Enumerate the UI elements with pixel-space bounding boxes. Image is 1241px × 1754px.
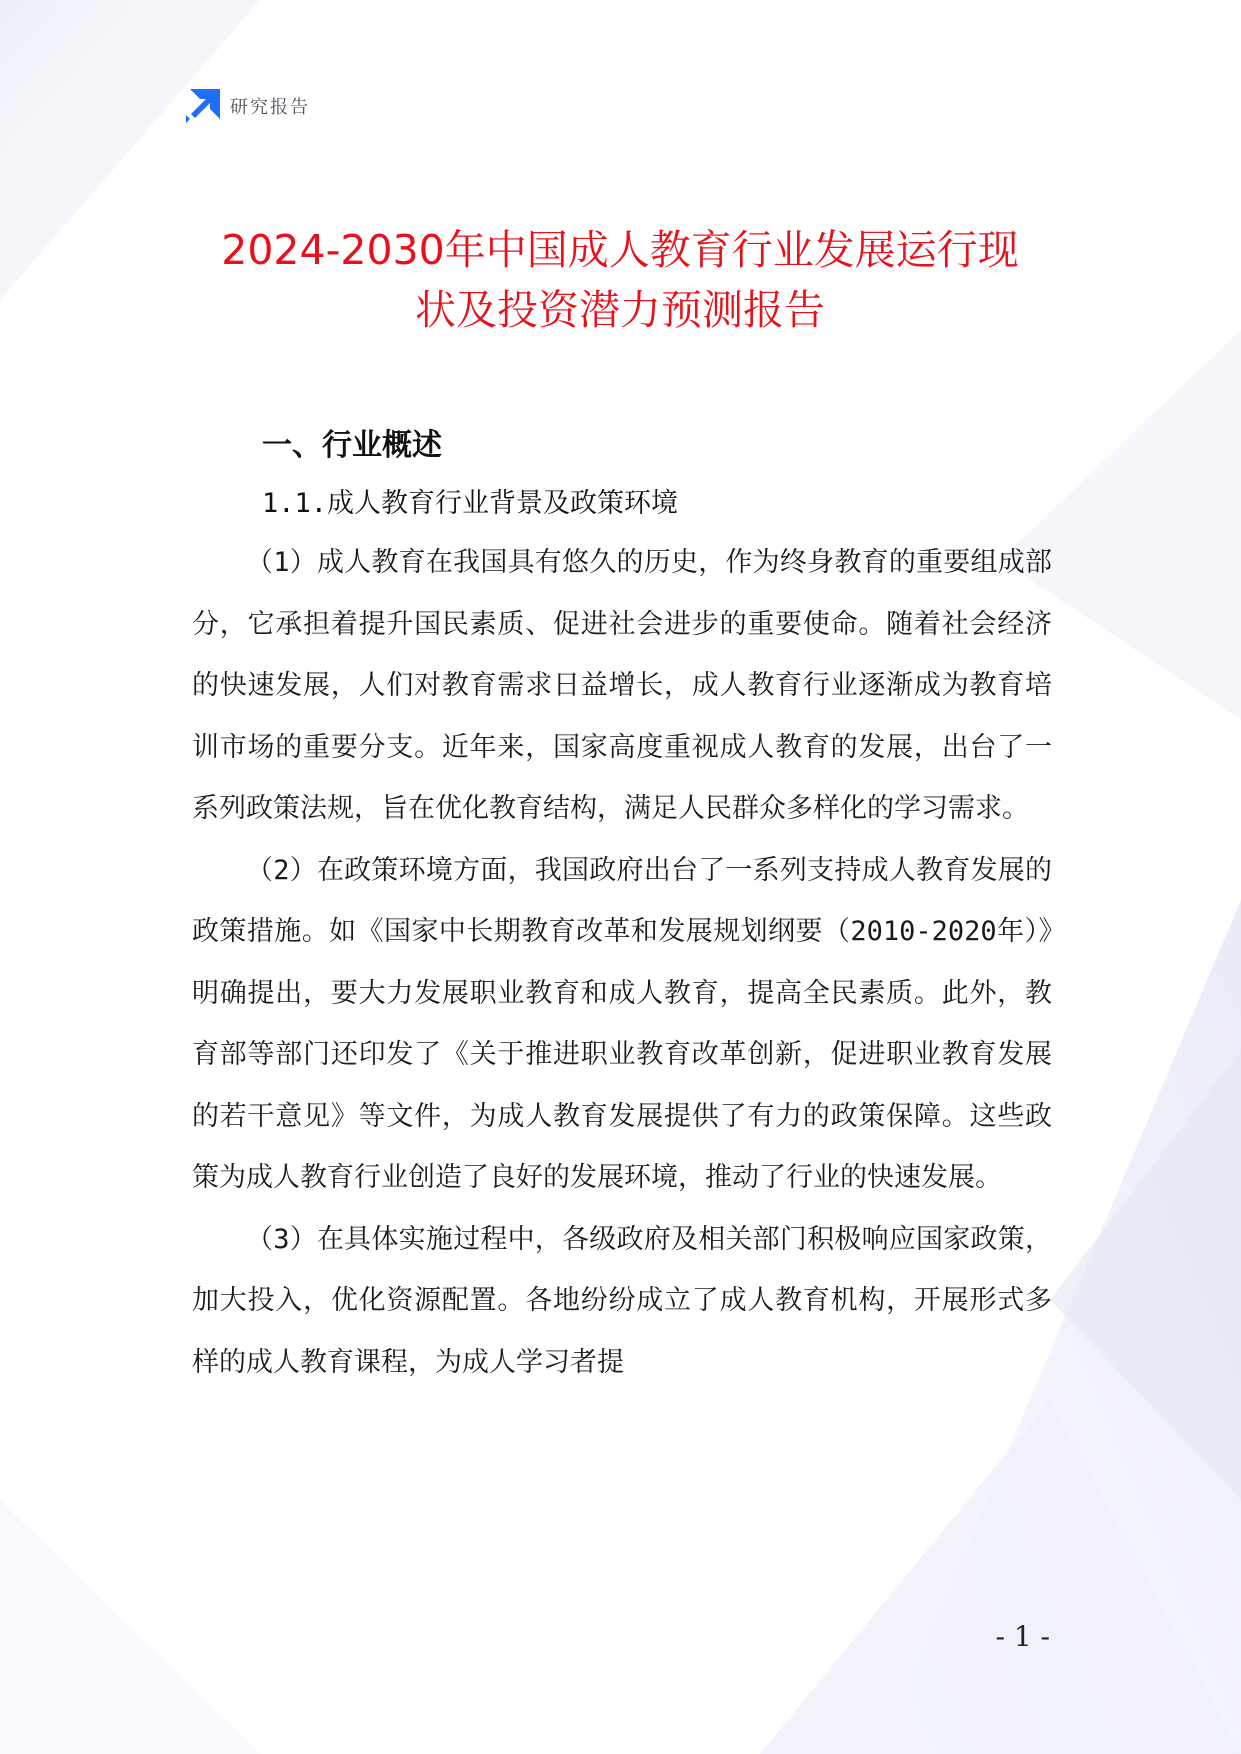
section-heading: 一、行业概述 <box>262 428 442 463</box>
title-line-1: 2024-2030年中国成人教育行业发展运行现 <box>221 226 1019 274</box>
header-label: 研究报告 <box>230 97 310 118</box>
report-title <box>160 220 1080 340</box>
report-header <box>186 88 310 124</box>
body-text <box>192 532 1052 1393</box>
arrow-logo-icon <box>186 89 220 123</box>
page-number: - 1 - <box>995 1620 1050 1653</box>
subsection-heading: 1.1.成人教育行业背景及政策环境 <box>262 488 679 519</box>
paragraph-3: （3）在具体实施过程中，各级政府及相关部门积极响应国家政策，加大投入，优化资源配置。各地纷纷成立了成人教育机构，开展形式多样的成人教育课程，为成人学习者提 <box>192 1223 1052 1378</box>
paragraph-1: （1）成人教育在我国具有悠久的历史，作为终身教育的重要组成部分，它承担着提升国民素质、促进社会进步的重要使命。随着社会经济的快速发展，人们对教育需求日益增长，成人教育行业逐渐成为教育培训市场的重要分支。近年来，国家高度重视成人教育的发展，出台了一系列政策法规，旨在优化教育结构，满足人民群众多样化的学习需求。 <box>192 547 1052 824</box>
paragraph-2: （2）在政策环境方面，我国政府出台了一系列支持成人教育发展的政策措施。如《国家中长期教育改革和发展规划纲要（2010-2020年）》明确提出，要大力发展职业教育和成人教育，提高全民素质。此外，教育部等部门还印发了《关于推进职业教育改革创新，促进职业教育发展的若干意见》等文件，为成人教育发展提供了有力的政策保障。这些政策为成人教育行业创造了良好的发展环境，推动了行业的快速发展。 <box>192 854 1052 1193</box>
title-line-2: 状及投资潜力预测报告 <box>415 286 825 334</box>
